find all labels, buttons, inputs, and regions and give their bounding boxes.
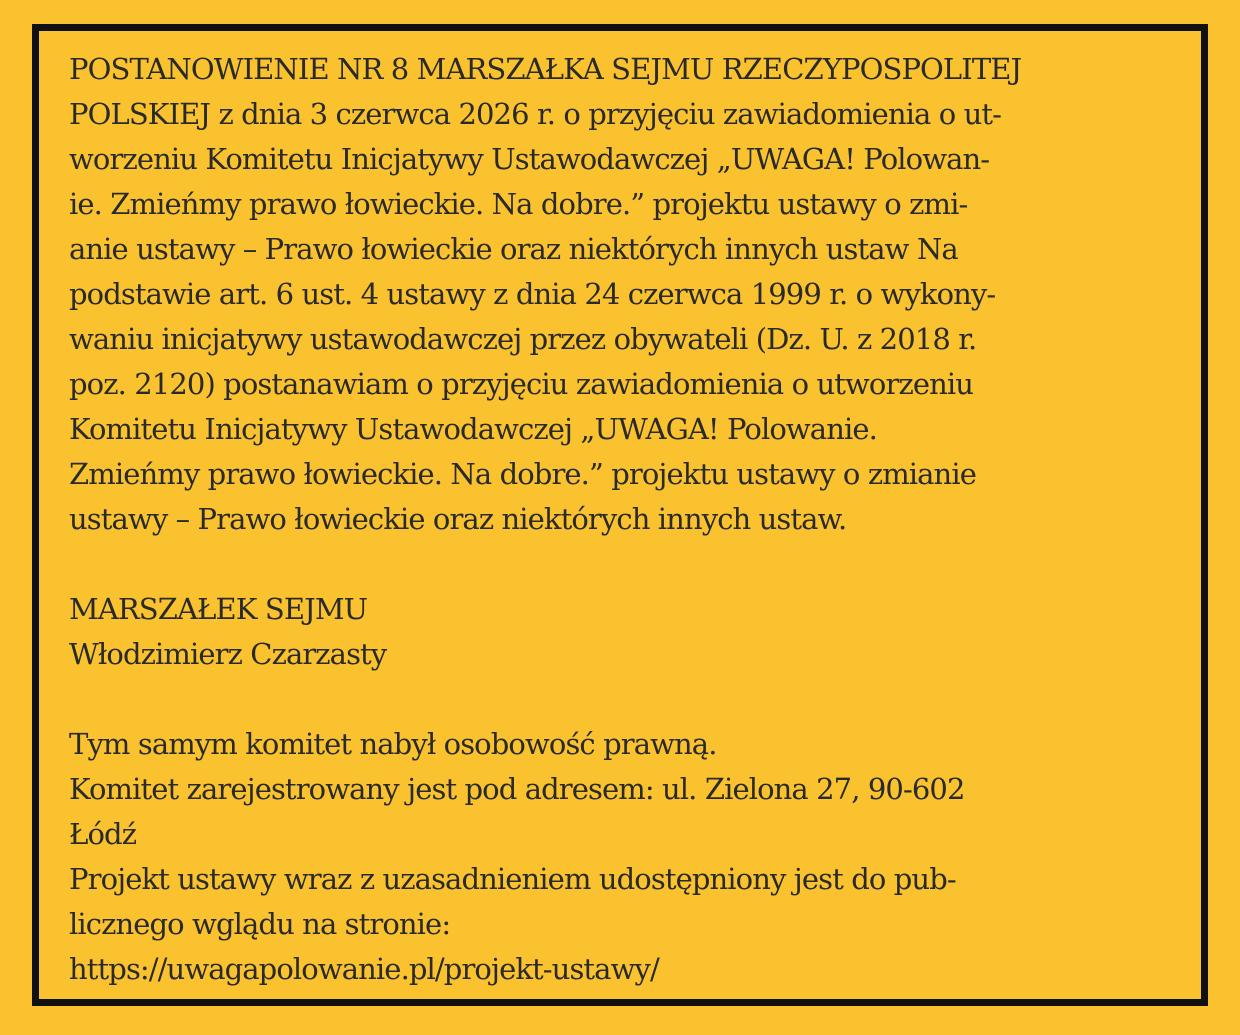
decree-line: Zmieńmy prawo łowieckie. Na dobre.” projektu ustawy o zmianie bbox=[69, 457, 976, 491]
signature-title: MARSZAŁEK SEJMU bbox=[69, 592, 368, 626]
decree-line: poz. 2120) postanawiam o przyjęciu zawiadomienia o utworzeniu bbox=[69, 367, 974, 401]
decree-line: waniu inicjatywy ustawodawczej przez obywateli (Dz. U. z 2018 r. bbox=[69, 322, 977, 356]
signature-name: Włodzimierz Czarzasty bbox=[69, 637, 387, 671]
note-line: Komitet zarejestrowany jest pod adresem: ul. Zielona 27, 90-602 bbox=[69, 772, 965, 806]
decree-line: worzeniu Komitetu Inicjatywy Ustawodawczej „UWAGA! Polowan- bbox=[69, 142, 990, 176]
spacer bbox=[69, 677, 1179, 722]
note-line: Projekt ustawy wraz z uzasadnieniem udostępniony jest do pub- bbox=[69, 862, 956, 896]
spacer bbox=[69, 542, 1179, 587]
note-line: Łódź bbox=[69, 817, 137, 851]
note-line: licznego wglądu na stronie: bbox=[69, 907, 451, 941]
note-line: Tym samym komitet nabył osobowość prawną. bbox=[69, 727, 717, 761]
notes-paragraph bbox=[69, 722, 1179, 992]
decree-line: podstawie art. 6 ust. 4 ustawy z dnia 24 czerwca 1999 r. o wykony- bbox=[69, 277, 996, 311]
decree-line: ustawy – Prawo łowieckie oraz niektórych innych ustaw. bbox=[69, 502, 847, 536]
decree-line: ie. Zmieńmy prawo łowieckie. Na dobre.” projektu ustawy o zmi- bbox=[69, 187, 968, 221]
signature-block bbox=[69, 587, 1179, 677]
decree-line: POSTANOWIENIE NR 8 MARSZAŁKA SEJMU RZECZYPOSPOLITEJ bbox=[69, 52, 1022, 86]
project-url[interactable]: https://uwagapolowanie.pl/projekt-ustawy/ bbox=[69, 952, 659, 986]
decree-line: POLSKIEJ z dnia 3 czerwca 2026 r. o przyjęciu zawiadomienia o ut- bbox=[69, 97, 1002, 131]
decree-line: anie ustawy – Prawo łowieckie oraz niektórych innych ustaw Na bbox=[69, 232, 958, 266]
notice-frame bbox=[32, 24, 1208, 1006]
notice-text bbox=[69, 47, 1179, 992]
decree-line: Komitetu Inicjatywy Ustawodawczej „UWAGA! Polowanie. bbox=[69, 412, 877, 446]
decree-paragraph bbox=[69, 47, 1179, 542]
